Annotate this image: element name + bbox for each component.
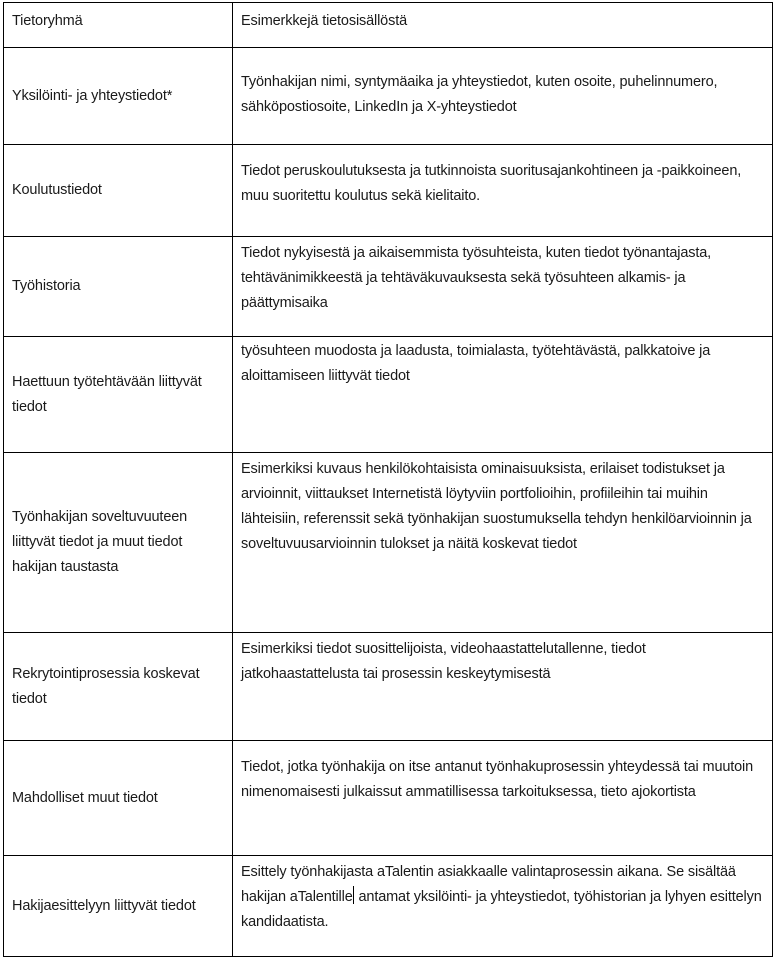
category-label: Hakijaesittelyyn liittyvät tiedot (12, 897, 196, 914)
table-row (4, 453, 773, 633)
table-row (4, 741, 773, 856)
table-row (4, 633, 773, 741)
category-label: Yksilöinti- ja yhteystiedot* (12, 87, 173, 104)
examples-text: Tiedot, jotka työnhakija on itse antanut työnhakuprosessin yhteydessä tai muutoin nimenomaisesti julkaissut ammatillisessa tarkoituksessa, tieto ajokortista (241, 759, 754, 800)
category-cell[interactable] (4, 856, 233, 957)
table-row (4, 237, 773, 337)
category-cell[interactable] (4, 237, 233, 337)
examples-text: Työnhakijan nimi, syntymäaika ja yhteystiedot, kuten osoite, puhelinnumero, sähköpostiosoite, LinkedIn ja X-yhteystiedot (241, 74, 718, 115)
examples-cell[interactable] (233, 145, 773, 237)
header-label-examples: Esimerkkejä tietosisällöstä (241, 13, 407, 29)
table-row (4, 856, 773, 957)
text-cursor (353, 886, 354, 904)
examples-cell[interactable] (233, 48, 773, 145)
category-label: Työhistoria (12, 278, 81, 294)
category-label: Rekrytointiprosessia koskevat tiedot (12, 665, 200, 707)
examples-text-part2: antamat yksilöinti- ja yhteystiedot, työhistorian ja lyhyen esittelyn kandidaatista. (241, 889, 762, 930)
table-row (4, 337, 773, 453)
examples-text: Tiedot nykyisestä ja aikaisemmista työsuhteista, kuten tiedot työnantajasta, tehtävänimikkeestä ja tehtäväkuvauksesta sekä työsuhteen alkamis- ja päättymisaika (241, 245, 712, 311)
examples-text: Tiedot peruskoulutuksesta ja tutkinnoista suoritusajankohtineen ja -paikkoineen, muu suoritettu koulutus sekä kielitaito. (241, 163, 742, 204)
category-label: Koulutustiedot (12, 182, 102, 198)
header-label-category: Tietoryhmä (12, 13, 83, 29)
examples-cell[interactable] (233, 453, 773, 633)
examples-cell[interactable] (233, 337, 773, 453)
table-row (4, 48, 773, 145)
category-label: Työnhakijan soveltuvuuteen liittyvät tiedot ja muut tiedot hakijan taustasta (12, 509, 188, 575)
category-cell[interactable] (4, 741, 233, 856)
category-cell[interactable] (4, 633, 233, 741)
data-categories-table (3, 2, 773, 957)
category-cell[interactable] (4, 145, 233, 237)
header-cell-category[interactable] (4, 3, 233, 48)
examples-text: työsuhteen muodosta ja laadusta, toimialasta, työtehtävästä, palkkatoive ja aloittamiseen liittyvät tiedot (241, 343, 711, 384)
examples-text: Esimerkiksi kuvaus henkilökohtaisista ominaisuuksista, erilaiset todistukset ja arvioinnit, viittaukset Internetistä löytyviin portfolioihin, profiileihin tai muihin lähteisiin, referenssit sekä työnhakijan suostumuksella tehdyn henkilöarvioinnin ja soveltuvuusarvioinnin tulokset ja näitä koskevat tiedot (241, 461, 752, 552)
examples-cell[interactable] (233, 237, 773, 337)
table-row (4, 145, 773, 237)
examples-cell[interactable] (233, 856, 773, 957)
category-label: Haettuun työtehtävään liittyvät tiedot (12, 373, 202, 415)
category-cell[interactable] (4, 453, 233, 633)
category-cell[interactable] (4, 48, 233, 145)
table-header-row (4, 3, 773, 48)
category-label: Mahdolliset muut tiedot (12, 789, 158, 806)
examples-cell[interactable] (233, 741, 773, 856)
examples-text-part1: Esittely työnhakijasta aTalentin asiakkaalle valintaprosessin aikana. Se sisältää hakijan aTalentille (241, 864, 736, 905)
examples-text: Esimerkiksi tiedot suosittelijoista, videohaastattelutallenne, tiedot jatkohaastattelusta tai prosessin keskeytymisestä (241, 641, 646, 682)
examples-cell[interactable] (233, 633, 773, 741)
header-cell-examples[interactable] (233, 3, 773, 48)
category-cell[interactable] (4, 337, 233, 453)
